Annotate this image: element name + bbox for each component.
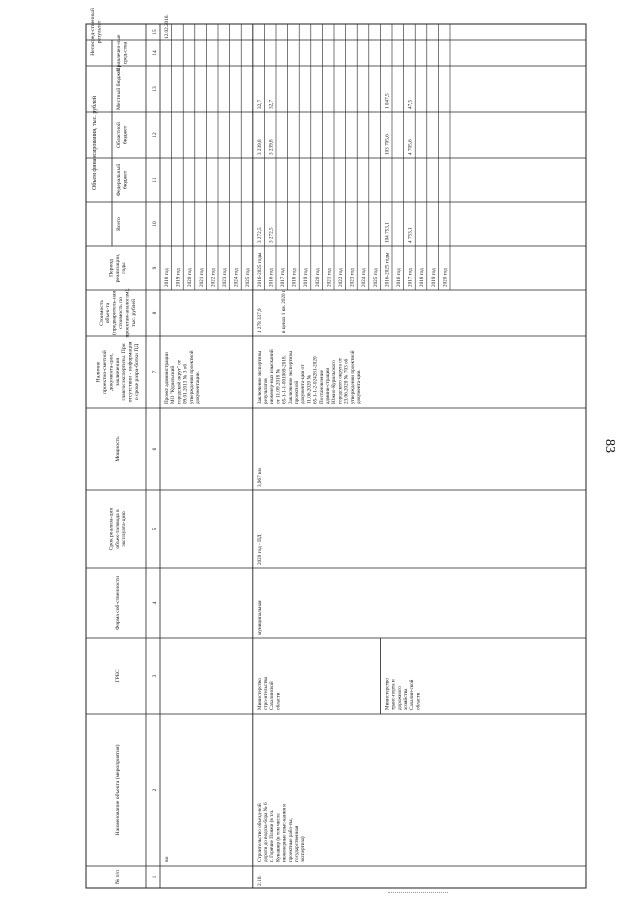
header-regional: Областной: [116, 122, 122, 148]
row-b-year: 2017 год: [407, 268, 414, 287]
row-b-year: 2016 год: [396, 268, 402, 287]
year-cell: 2023 год: [222, 268, 228, 287]
block2-cost-note: в ценах 1 кв. 2020 г.: [280, 289, 287, 333]
header-cost: объек-та: [105, 302, 112, 324]
row-a-year: 2016 год: [268, 268, 275, 287]
block2-psd: Заключение экспертизы: [287, 351, 294, 404]
header-federal: Федеральный: [116, 163, 122, 197]
header-form: Форма соб-ственности: [114, 575, 121, 631]
block2-psd: документа-ции от: [300, 364, 307, 404]
header-cost: Стоимость: [98, 300, 105, 326]
row-a-local: 32,7: [268, 99, 275, 109]
column-number: 10: [152, 221, 158, 227]
block2-term: 2020 год - ПД: [256, 534, 263, 565]
header-psd: о сроке разра-ботки ПД: [134, 343, 140, 401]
row-b-total: 4 753,1: [407, 227, 414, 243]
block2-name: г. Горячие Пляжи (в т.ч.: [269, 809, 276, 862]
row-a-year: 2016-2025 годы: [256, 252, 263, 287]
block2-psd: Южно-Курильского: [331, 360, 338, 404]
block2-psd: результатов: [263, 378, 269, 404]
header-period: годы: [121, 262, 128, 274]
column-number: 15: [152, 29, 158, 35]
header-regional: бюджет: [122, 125, 129, 145]
year-cell: 2024 год: [233, 268, 240, 287]
block1-psd-text: документации.: [195, 371, 201, 404]
row-b-year: 2018 год: [419, 268, 426, 287]
column-number: 8: [152, 311, 158, 315]
column-number: 12: [152, 132, 158, 138]
block2-psd: утверждении проектной: [349, 350, 356, 404]
row-b-total: 104 753,1: [384, 222, 391, 243]
header-local: Местный бюджет: [116, 68, 122, 110]
header-funding: Объем финансирования, тыс. рублей: [92, 96, 98, 190]
block2-grbs2: Сахалин-ской: [409, 679, 416, 710]
header-period: реализации,: [114, 253, 121, 283]
column-number: 13: [152, 86, 158, 92]
block2-psd: 11.06.2020 №: [306, 374, 313, 404]
block2-name: экспертиза): [300, 836, 307, 862]
row-b-year: 2020 год: [442, 268, 449, 287]
block1-result: 12.02.2016.: [164, 14, 170, 39]
row-a-year: 2017 год: [280, 268, 286, 287]
block1-name-fragment: во: [164, 856, 170, 862]
block1-psd-text: городской округ" от: [176, 359, 183, 404]
block2-name: проектные рабо-ты,: [287, 818, 294, 862]
block2-name: Строительство объезд-ной: [256, 803, 263, 862]
block2-psd: инженер-ных изысканий: [269, 349, 276, 404]
block2-name: дороги до водоза-бора № 6: [263, 802, 269, 862]
block2-grbs2: дорожного: [396, 686, 403, 710]
header-power: Мощность: [114, 436, 121, 462]
row-a-regional: 3 239,8: [268, 139, 275, 155]
header-period: Период: [108, 259, 115, 277]
block2-grbs2: транс-порта и: [390, 679, 397, 710]
block2-cost: 1 278 337,9: [256, 308, 263, 333]
block2-grbs: Сахалинской: [269, 681, 276, 710]
row-a-total: 3 272,5: [256, 227, 263, 243]
block2-psd: 65-1-1-2-024281-2020: [312, 356, 319, 404]
block2-psd: 23.06.2020 № 703 об: [343, 358, 350, 404]
header-psd: проектно-сметной: [102, 350, 108, 394]
header-cost: стоимость по: [118, 297, 124, 329]
column-number: 1: [152, 875, 158, 879]
header-psd: заключения: [114, 357, 121, 387]
block2-psd: городского округа от: [337, 357, 344, 404]
header-attracted: сред-ства: [122, 41, 129, 65]
row-a-year: 2019 год: [303, 268, 310, 287]
page-number: 83: [602, 439, 617, 453]
column-number: 7: [152, 370, 158, 374]
block2-psd: от 11.09.2018 №: [275, 368, 282, 404]
block2-name: Кунашир (в том числе: [275, 813, 282, 862]
row-b-local: 1 047,5: [384, 93, 391, 109]
table-frame: [86, 24, 586, 888]
block2-name: инженерные изыс-кания и: [281, 804, 288, 862]
block2-psd: документа-ции.: [356, 369, 362, 404]
row-a-total: 3 272,5: [268, 227, 275, 243]
header-term: эксплуата-цию: [121, 511, 128, 547]
header-term: объек-та/ввода в: [114, 509, 121, 549]
block2-power: 3,967 км: [256, 468, 263, 487]
column-number: 14: [152, 50, 158, 56]
block2-form: муниципальная: [256, 600, 263, 635]
header-term: Срок реализа-ции: [108, 507, 115, 551]
row-a-year: 2023 год: [349, 268, 356, 287]
year-cell: 2020 год: [187, 268, 194, 287]
year-cell: 2019 год: [175, 268, 182, 287]
year-cell: 2022 год: [210, 268, 217, 287]
header-psd: главгосэкспертизы. При: [121, 343, 128, 401]
header-attracted: Привлечен-ные: [116, 34, 122, 72]
header-cost: (предваритель-ная: [111, 291, 118, 335]
row-a-year: 2022 год: [338, 268, 344, 287]
block2-psd: Заключение экспертизы: [256, 351, 263, 404]
row-a-year: 2021 год: [326, 268, 333, 287]
year-cell: 2025 год: [245, 268, 252, 287]
column-number: 2: [152, 788, 158, 792]
block2-psd: админи-страции: [325, 367, 331, 404]
block2-psd: Постановление: [318, 370, 325, 404]
column-number: 3: [152, 674, 158, 678]
row-a-regional: 3 239,8: [256, 139, 263, 155]
row-a-year: 2024 год: [361, 268, 368, 287]
column-number: 5: [152, 527, 158, 531]
block2-psd: 65-1-1-1-001069-2018.: [281, 355, 288, 404]
row-b-year: 2019 год: [430, 268, 437, 287]
block1-psd-text: Проект администрации: [164, 352, 170, 404]
block1-psd-text: утверждении проектной: [188, 350, 195, 404]
block1-psd-text: 09.01.2013 № 3 об: [182, 363, 189, 404]
header-grbs: ГРБС: [114, 669, 121, 683]
block2-num: 2.10.: [256, 875, 263, 886]
header-result: Непосред-ственный: [90, 8, 96, 56]
year-cell: 2018 год: [164, 268, 170, 287]
year-cell: 2021 год: [198, 268, 205, 287]
header-psd: Наличие: [95, 361, 102, 383]
header-result: результат: [96, 20, 103, 44]
column-number: 11: [152, 177, 158, 183]
row-a-year: 2018 год: [291, 268, 298, 287]
header-psd: отсутствии - информация: [127, 341, 134, 403]
block2-grbs: стро-ительства: [263, 676, 269, 710]
header-name: Наименование объекта (мероприятия): [114, 744, 121, 836]
row-a-local: 32,7: [256, 99, 263, 109]
block2-name: государственная: [294, 825, 300, 862]
block1-psd-text: МО "Курильский: [170, 365, 177, 404]
header-psd: документа-ции,: [108, 353, 115, 391]
block2-grbs2: Министерство: [384, 678, 391, 710]
header-cost: тыс. рублей: [130, 299, 137, 327]
header-total: Всего: [116, 217, 122, 231]
column-number: 9: [152, 266, 158, 270]
row-b-regional: 103 705,6: [384, 134, 391, 155]
block2-grbs: области: [275, 692, 282, 710]
block2-grbs2: хозяйства: [403, 688, 409, 710]
block2-grbs: Министерство: [256, 678, 263, 710]
block2-grbs2: области: [415, 692, 422, 710]
row-a-year: 2025 год: [372, 268, 379, 287]
block2-psd: проектной: [294, 380, 300, 404]
header-cost: проектам-аналогам),: [124, 288, 131, 338]
row-b-year: 2016-2025 годы: [384, 252, 391, 287]
row-b-local: 47,5: [407, 99, 414, 109]
header-federal: бюджет: [122, 170, 129, 190]
row-a-year: 2020 год: [314, 268, 321, 287]
row-b-regional: 4 705,6: [407, 139, 414, 155]
column-number: 4: [152, 601, 158, 605]
column-number: 6: [152, 447, 158, 451]
header-num: № п/п: [114, 869, 121, 885]
